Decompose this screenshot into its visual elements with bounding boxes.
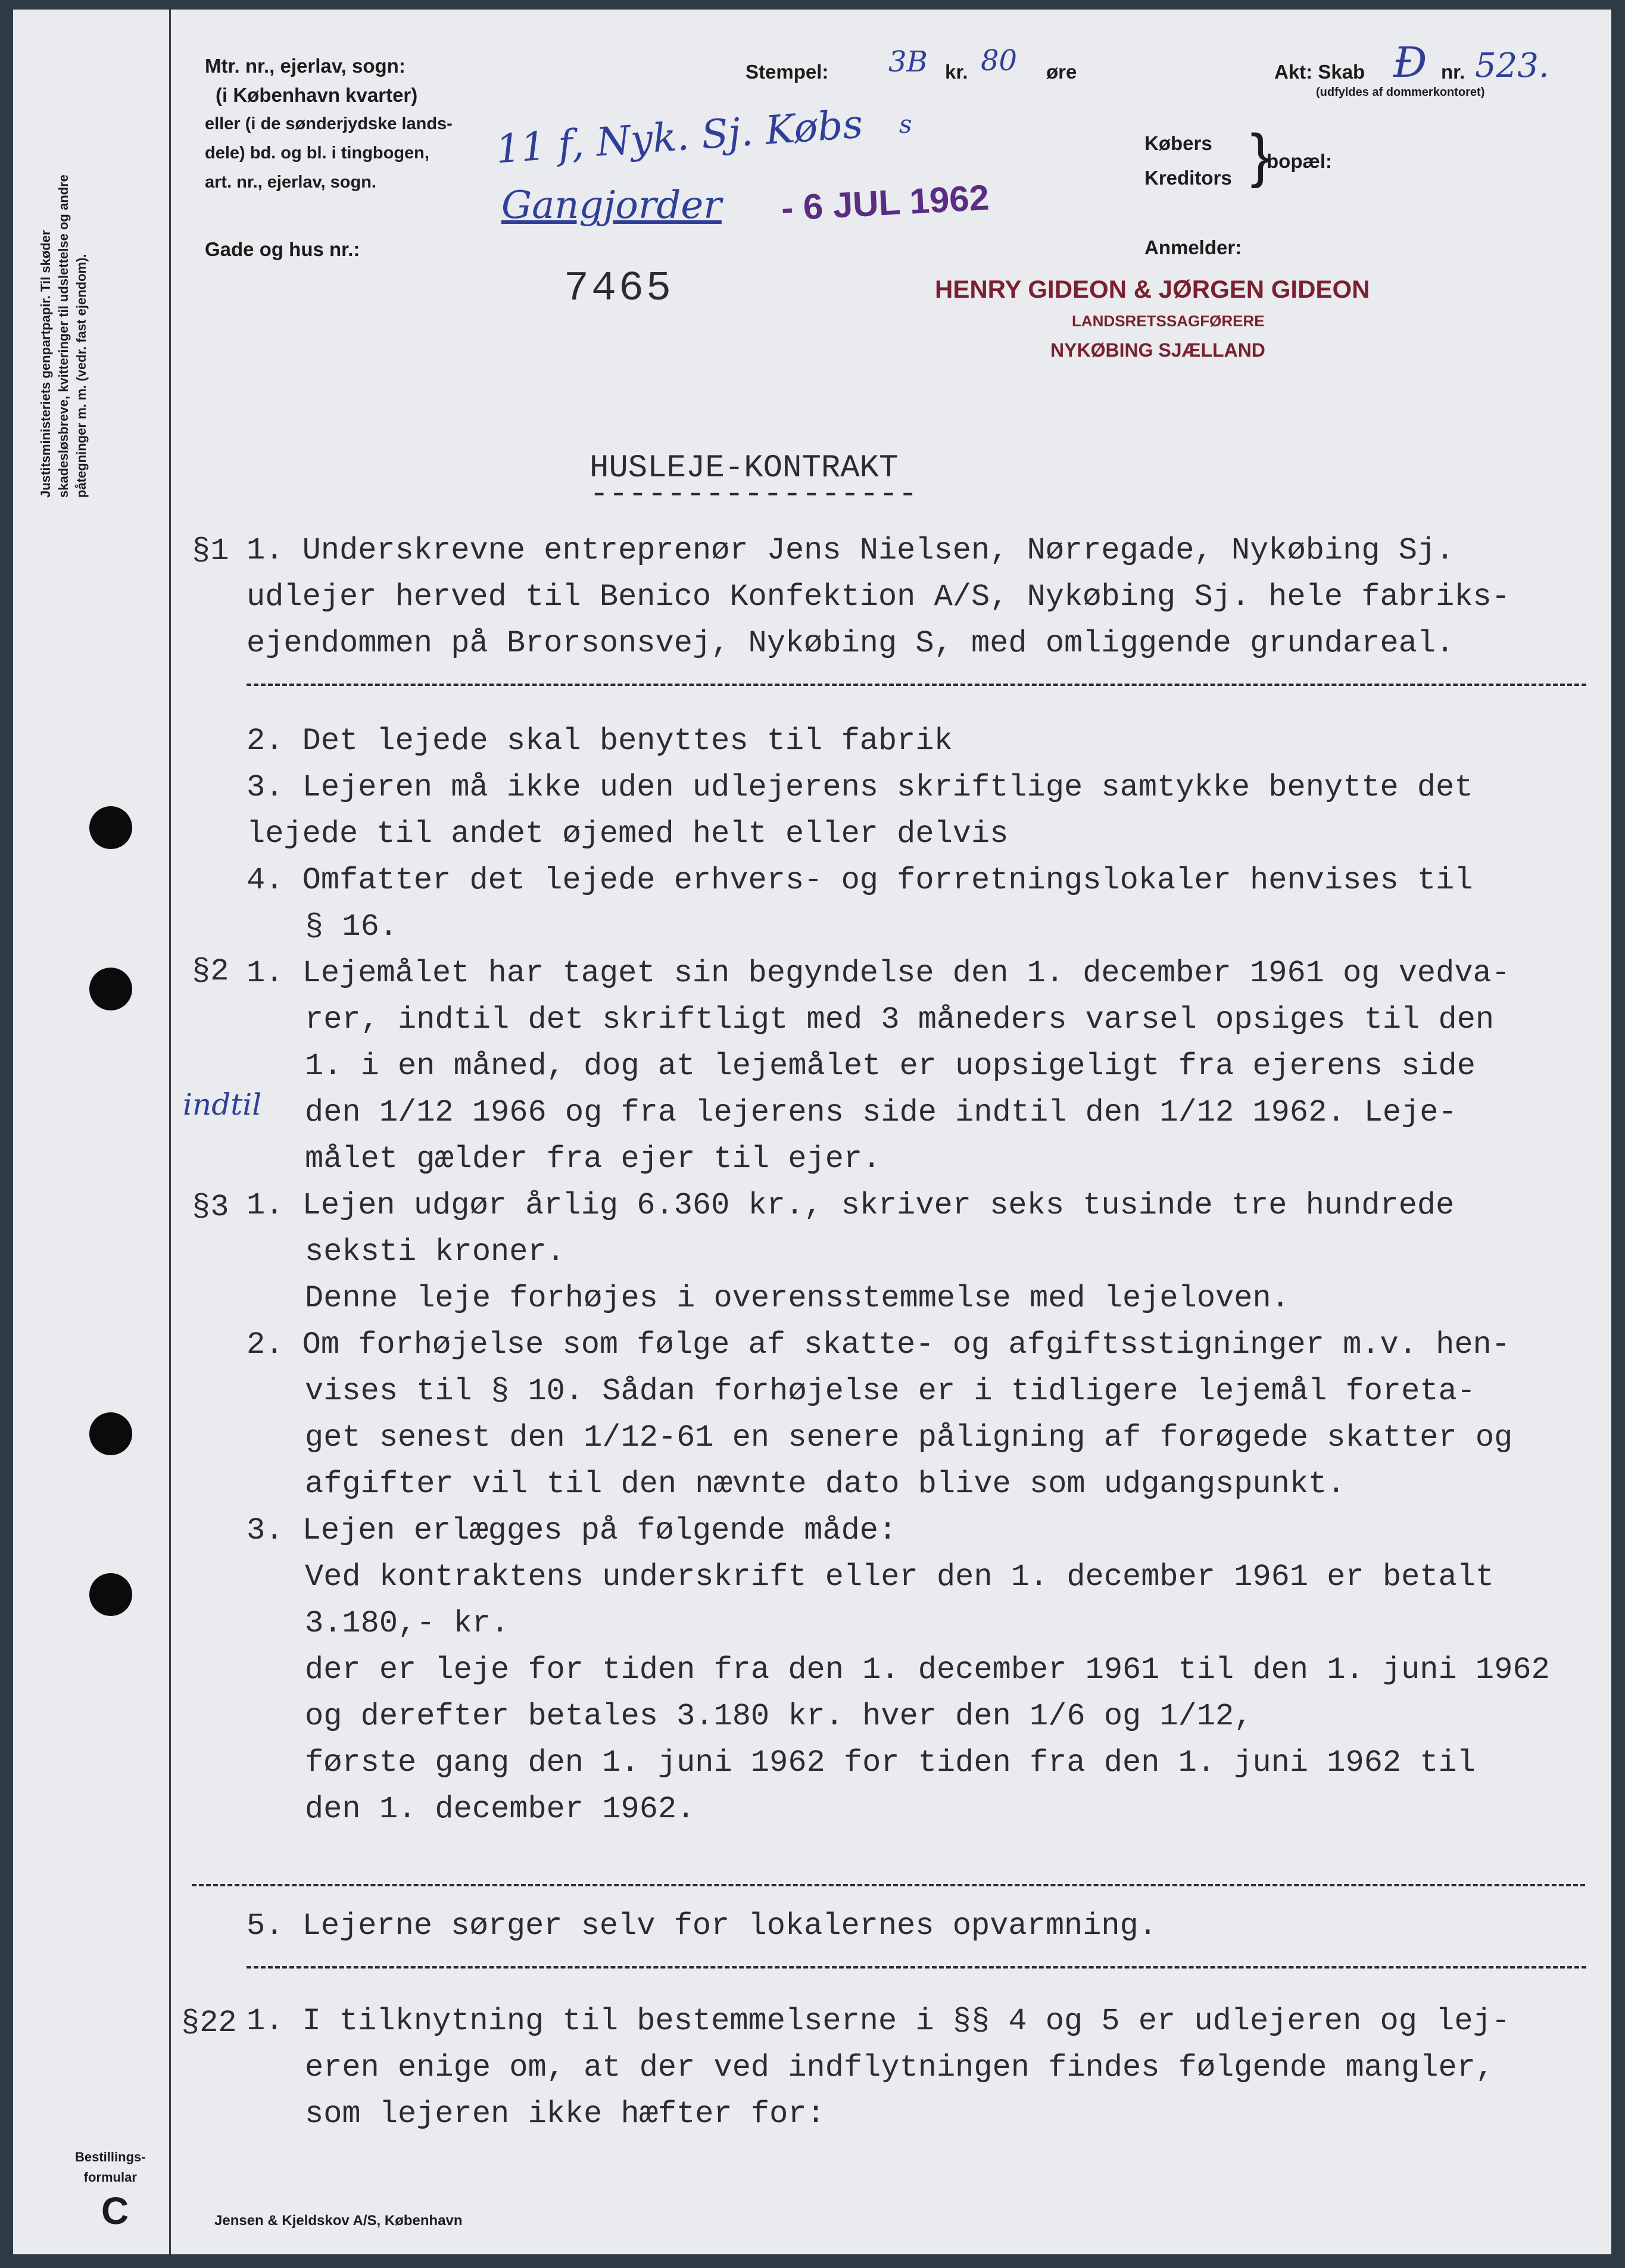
section-marker: §22 [181,2005,237,2041]
clause-line: rer, indtil det skriftligt med 3 måneders varsel opsiges til den [305,1002,1495,1037]
clause-line: 1. Underskrevne entreprenør Jens Nielsen, Nørregade, Nykøbing Sj. [247,533,1455,568]
dashed-rule [247,684,1586,686]
clause-line: get senest den 1/12-61 en senere påligning af forøgede skatter og [305,1420,1513,1455]
clause-line: 3. Lejen erlægges på følgende måde: [247,1513,897,1548]
clause-line: den 1/12 1966 og fra lejerens side indtil den 1/12 1962. Leje- [305,1095,1457,1130]
punch-hole [89,1412,132,1455]
stamp-name: HENRY GIDEON & JØRGEN GIDEON [935,275,1370,303]
creditor-label: Kreditors [1144,167,1232,189]
form-label: dele) bd. og bl. i tingbogen, [205,143,429,163]
clause-line: 3. Lejeren må ikke uden udlejerens skriftlige samtykke benytte det [247,770,1473,805]
form-label: eller (i de sønderjydske lands- [205,114,453,133]
clause-line: Ved kontraktens underskrift eller den 1. december 1961 er betalt [305,1559,1495,1595]
clause-line: 4. Omfatter det lejede erhvers- og forretningslokaler henvises til [247,863,1473,898]
section-marker: §2 [192,954,229,989]
brace: } [1250,122,1271,189]
dashed-rule [247,1966,1586,1968]
margin-rule [169,10,171,2254]
clause-line: Denne leje forhøjes i overensstemmelse med lejeloven. [305,1281,1290,1316]
punch-hole [89,1573,132,1616]
order-form-label: Bestillings- formular [75,2150,146,2185]
clause-line: seksti kroner. [305,1234,565,1269]
clause-line: som lejeren ikke hæfter for: [305,2097,825,2132]
clause-line: 1. Lejemålet har taget sin begyndelse den 1. december 1961 og vedva- [247,956,1510,991]
clause-line: udlejer herved til Benico Konfektion A/S, Nykøbing Sj. hele fabriks- [247,579,1510,614]
clause-line: målet gælder fra ejer til ejer. [305,1141,881,1177]
stamp-duty-hand: 3B [888,45,928,79]
form-label: art. nr., ejerlav, sogn. [205,173,376,192]
stamp-city: NYKØBING SJÆLLAND [1050,339,1265,361]
clause-line: der er leje for tiden fra den 1. december 1961 til den 1. juni 1962 [305,1652,1550,1687]
clause-line: § 16. [305,909,398,944]
form-label: (i København kvarter) [216,84,418,106]
document-page [13,10,1611,2254]
clause-line: 1. i en måned, dog at lejemålet er uopsigeligt fra ejerens side [305,1049,1476,1084]
clause-line: den 1. december 1962. [305,1792,695,1827]
stamp-title: LANDSRETSSAGFØRERE [1072,312,1265,330]
clause-line: ejendommen på Brorsonsvej, Nykøbing S, med omliggende grundareal. [247,626,1455,661]
clause-line: 3.180,- kr. [305,1606,510,1641]
case-nr-label: nr. [1441,61,1465,83]
case-nr-hand: 523. [1475,46,1549,85]
margin-vertical-line: Justitsministeriets genpartpapir. Til skøder [38,230,53,498]
order-form-letter: C [101,2189,129,2232]
clause-line: vises til § 10. Sådan forhøjelse er i tidligere lejemål foreta- [305,1374,1476,1409]
case-note: (udfyldes af dommerkontoret) [1316,86,1485,99]
margin-note-handwritten: indtil [183,1087,262,1122]
date-stamp: - 6 JUL 1962 [780,177,990,229]
dashed-rule [192,1884,1585,1886]
title-underline: ----------------- [590,476,918,513]
case-skab-hand: Ð [1393,38,1427,87]
section-marker: §1 [192,534,229,569]
kr-label: kr. [945,61,968,83]
handwritten-land: Gangjorder [501,183,722,227]
margin-vertical-line: skadesløsbreve, kvitteringer til udslettelse og andre [56,174,71,498]
residence-label: bopæl: [1267,150,1332,172]
clause-line: 2. Om forhøjelse som følge af skatte- og afgiftsstigninger m.v. hen- [247,1327,1510,1362]
stamp-duty-label: Stempel: [746,61,829,83]
handwritten-property-tail: s [899,110,912,139]
margin-vertical-text [37,45,91,498]
clause-line: 5. Lejerne sørger selv for lokalernes opvarmning. [247,1908,1158,1943]
form-label: Mtr. nr., ejerlav, sogn: [205,55,406,77]
registration-number: 7465 [564,266,674,313]
clause-line: afgifter vil til den nævnte dato blive som udgangspunkt. [305,1467,1346,1502]
property-field-labels [205,51,453,197]
clause-line: lejede til andet øjemed helt eller delvis [247,816,1009,851]
punch-hole [89,968,132,1010]
clause-line: eren enige om, at der ved indflytningen findes følgende mangler, [305,2050,1495,2085]
clause-line: 2. Det lejede skal benyttes til fabrik [247,723,953,759]
margin-vertical-line: påtegninger m. m. (vedr. fast ejendom). [74,254,89,498]
printer-imprint: Jensen & Kjeldskov A/S, København [214,2213,463,2229]
submitter-label: Anmelder: [1144,236,1242,258]
case-skab-label: Akt: Skab [1274,61,1365,83]
clause-line: 1. Lejen udgør årlig 6.360 kr., skriver seks tusinde tre hundrede [247,1188,1455,1223]
buyer-label: Købers [1144,132,1212,154]
ore-label: øre [1046,61,1077,83]
kr-hand: 80 [981,44,1018,77]
clause-line: og derefter betales 3.180 kr. hver den 1/6 og 1/12, [305,1699,1253,1734]
street-field-label: Gade og hus nr.: [205,238,360,260]
punch-hole [89,806,132,849]
section-marker: §3 [192,1190,229,1225]
handwritten-property: 11 f, Nyk. Sj. Købs [494,101,865,173]
clause-line: første gang den 1. juni 1962 for tiden fra den 1. juni 1962 til [305,1745,1476,1780]
document-title: HUSLEJE-KONTRAKT [590,450,899,486]
clause-line: 1. I tilknytning til bestemmelserne i §§ 4 og 5 er udlejeren og lej- [247,2004,1510,2039]
